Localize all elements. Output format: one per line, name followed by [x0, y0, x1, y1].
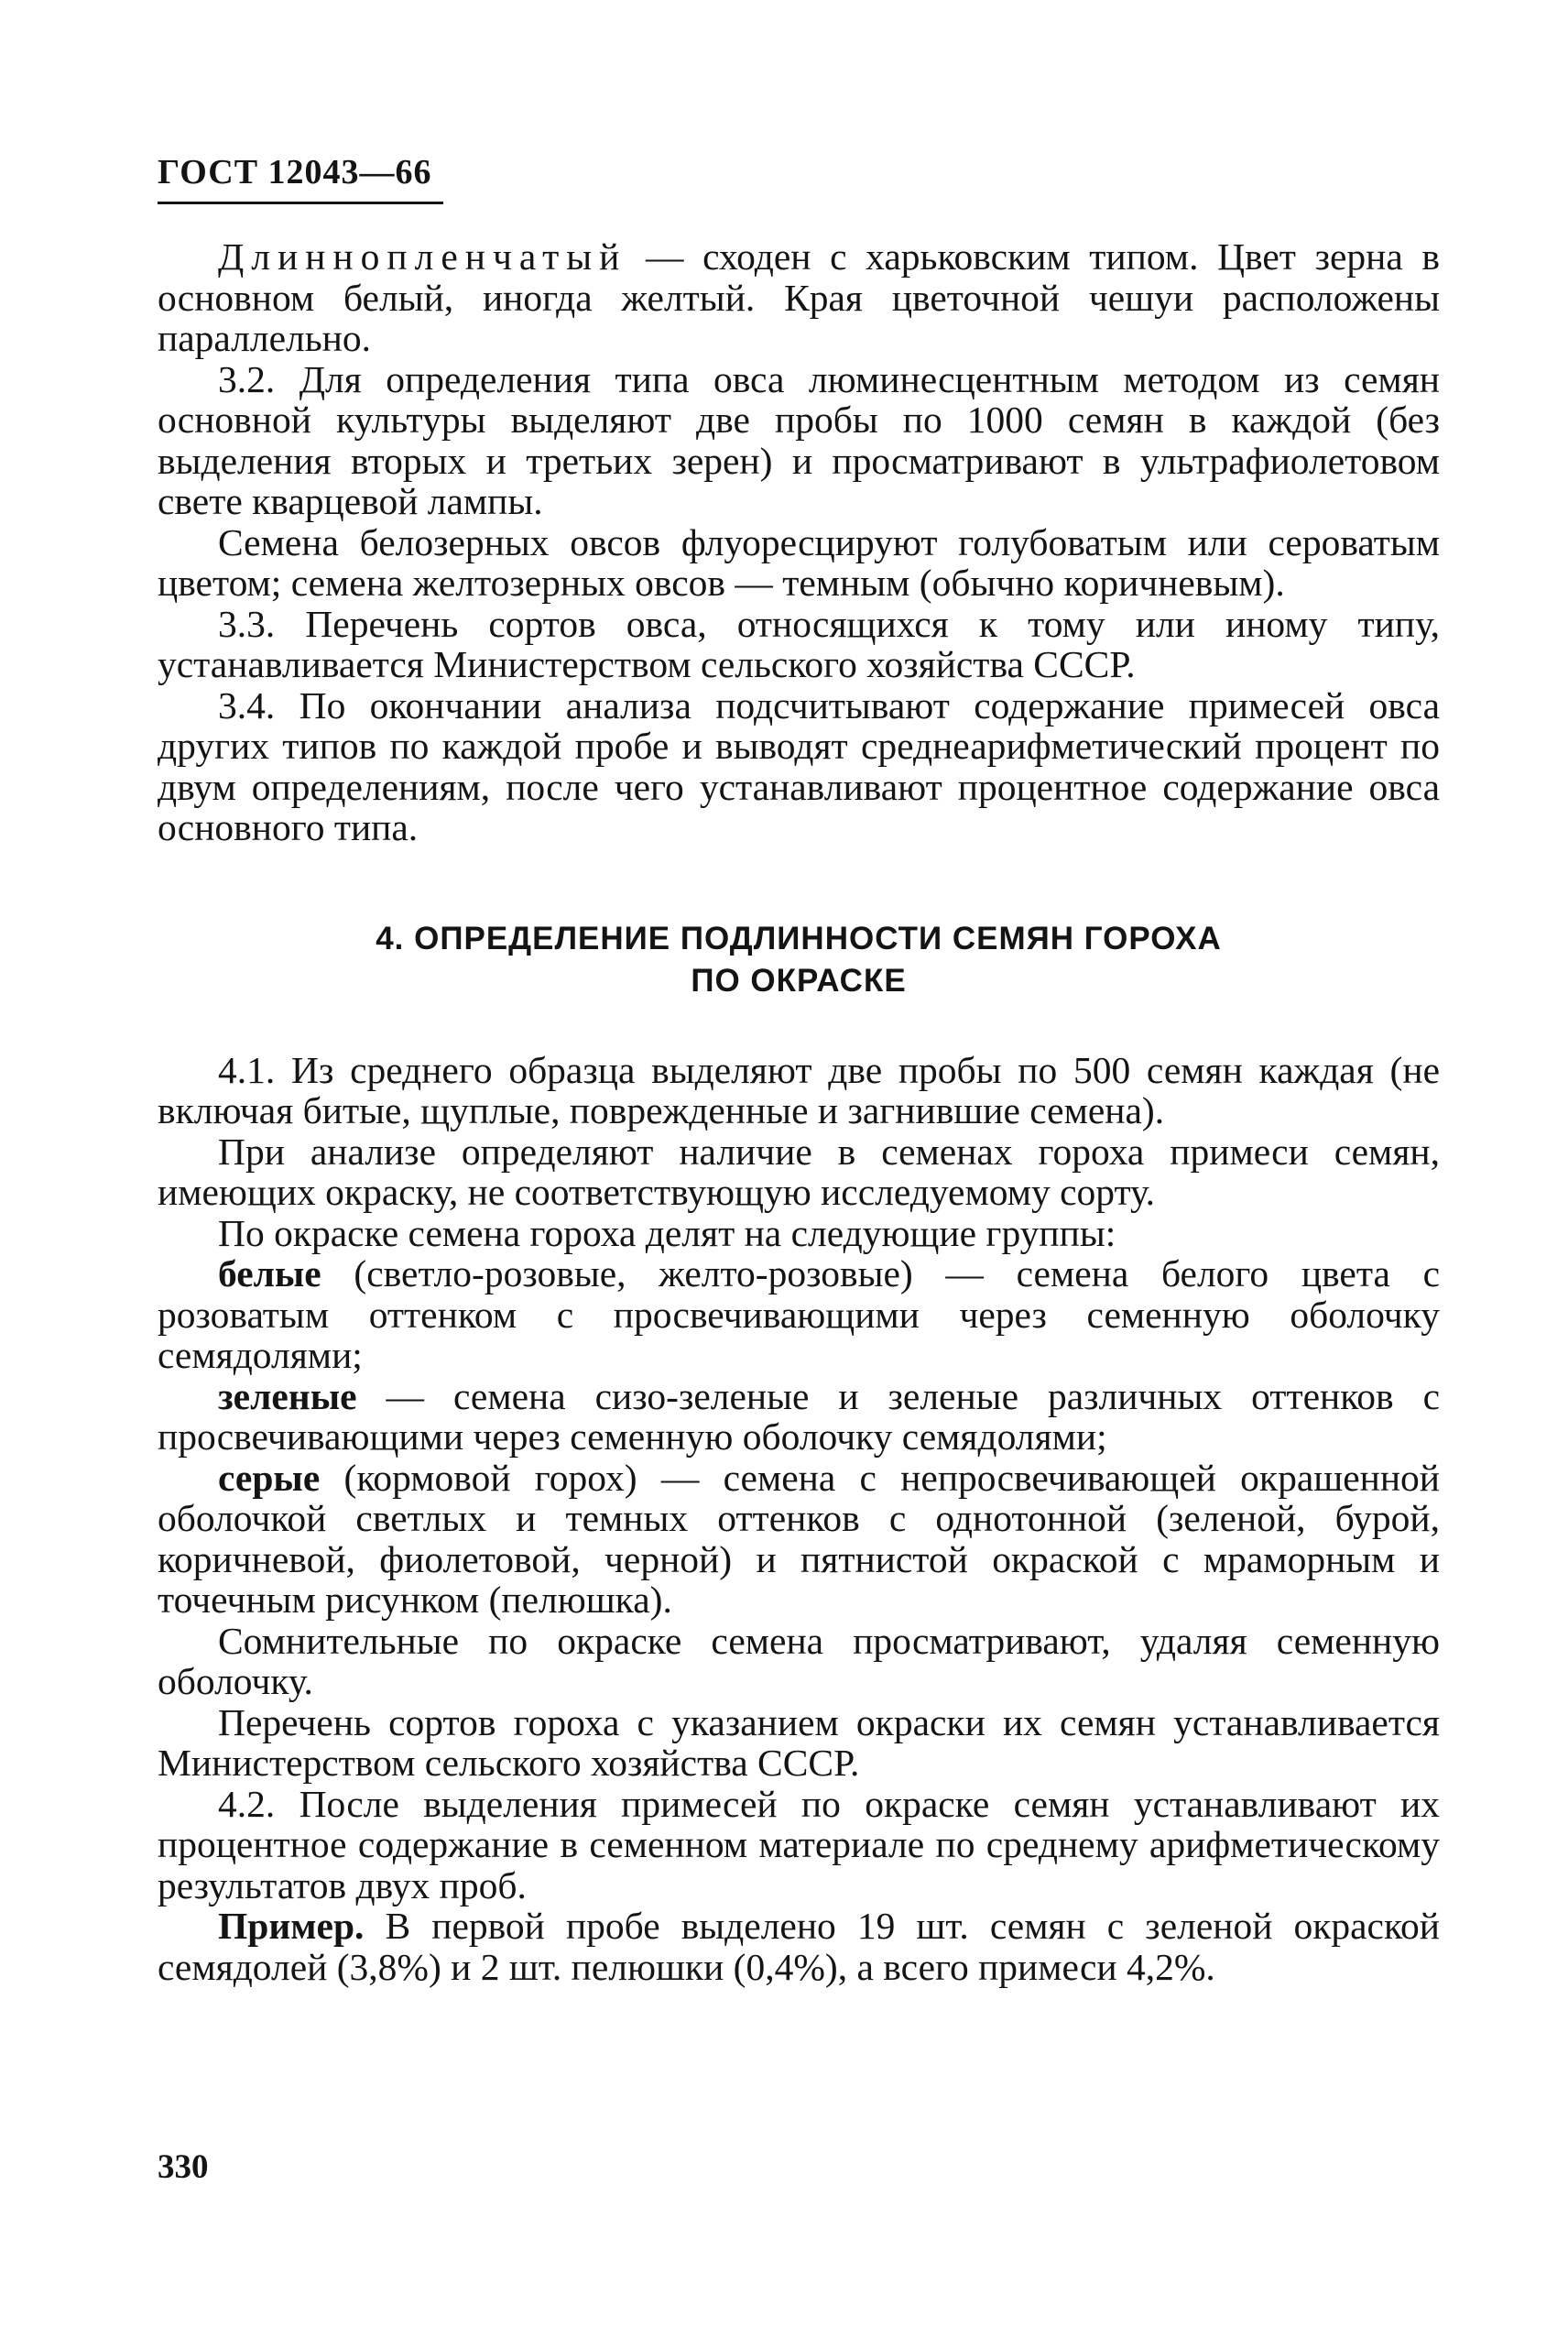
body-text: [158, 236, 1440, 1987]
type-name: Длиннопленчатый: [218, 235, 627, 278]
paragraph-fluorescence: Семена белозерных овсов флуоресцируют голубоватым или сероватым цветом; семена желтозерных овсов — темным (обычно коричневым).: [158, 520, 1440, 604]
paragraph-4-1: 4.1. Из среднего образца выделяют две пробы по 500 семян каждая (не включая битые, щуплые, поврежденные и загнившие семена).: [158, 1048, 1440, 1131]
group-white: [158, 1253, 1440, 1376]
group-white-text: (светло-розовые, желто-розовые) — семена белого цвета с розоватым оттенком с просвечивающими через семенную оболочку семядолями;: [158, 1252, 1440, 1376]
header-rule: [158, 202, 443, 204]
section-title-line-1: 4. ОПРЕДЕЛЕНИЕ ПОДЛИННОСТИ СЕМЯН ГОРОХА: [376, 920, 1222, 956]
example-term: Пример.: [218, 1905, 365, 1947]
paragraph-4-2: 4.2. После выделения примесей по окраске семян устанавливают их процентное содержание в семенном материале по среднему арифметическому результатов двух проб.: [158, 1782, 1440, 1906]
type-description: — сходен с харьковским типом. Цвет зерна в основном белый, иногда желтый. Края цветочной чешуи расположены параллельно.: [158, 235, 1440, 359]
group-green: [158, 1376, 1440, 1458]
paragraph-example: [158, 1906, 1440, 1987]
paragraph-3-2: 3.2. Для определения типа овса люминесцентным методом из семян основной культуры выделяют две пробы по 1000 семян в каждой (без выделения вторых и третьих зерен) и просматривают в ультрафиолетовом свете кварцевой лампы.: [158, 357, 1440, 522]
group-grey-term: серые: [218, 1456, 321, 1499]
paragraph-analysis: При анализе определяют наличие в семенах гороха примеси семян, имеющих окраску, не соответствующую исследуемому сорту.: [158, 1130, 1440, 1213]
section-title-line-2: ПО ОКРАСКЕ: [691, 962, 907, 999]
paragraph-doubtful-seeds: Сомнительные по окраске семена просматривают, удаляя семенную оболочку.: [158, 1619, 1440, 1702]
group-white-term: белые: [218, 1252, 321, 1295]
paragraph-varieties-list: Перечень сортов гороха с указанием окраски их семян устанавливается Министерством сельского хозяйства СССР.: [158, 1700, 1440, 1784]
paragraph-groups-intro: По окраске семена гороха делят на следующие группы:: [218, 1211, 1116, 1254]
section-4-title: [158, 918, 1440, 1002]
group-grey: [158, 1458, 1440, 1621]
page-number: 330: [158, 2148, 209, 2186]
paragraph-3-4: 3.4. По окончании анализа подсчитывают содержание примесей овса других типов по каждой пробе и выводят среднеарифметический процент по двум определениям, после чего устанавливают процентное содержание овса основного типа.: [158, 683, 1440, 848]
example-text: В первой пробе выделено 19 шт. семян с зеленой окраской семядолей (3,8%) и 2 шт. пелюшки (0,4%), а всего примеси 4,2%.: [158, 1905, 1440, 1988]
group-green-text: — семена сизо-зеленые и зеленые различных оттенков с просвечивающими через семенную оболочку семядолями;: [158, 1374, 1440, 1458]
standard-header: ГОСТ 12043—66: [158, 153, 432, 191]
group-green-term: зеленые: [218, 1374, 357, 1417]
group-grey-text: (кормовой горох) — семена с непросвечивающей окрашенной оболочкой светлых и темных оттенков с однотонной (зеленой, бурой, коричневой, фиолетовой, черной) и пятнистой окраской с мраморным и точечным рисунком (пелюшка).: [158, 1456, 1440, 1621]
paragraph-3-3: 3.3. Перечень сортов овса, относящихся к тому или иному типу, устанавливается Министерством сельского хозяйства СССР.: [158, 602, 1440, 685]
paragraph-long-film-type: [158, 236, 1440, 359]
